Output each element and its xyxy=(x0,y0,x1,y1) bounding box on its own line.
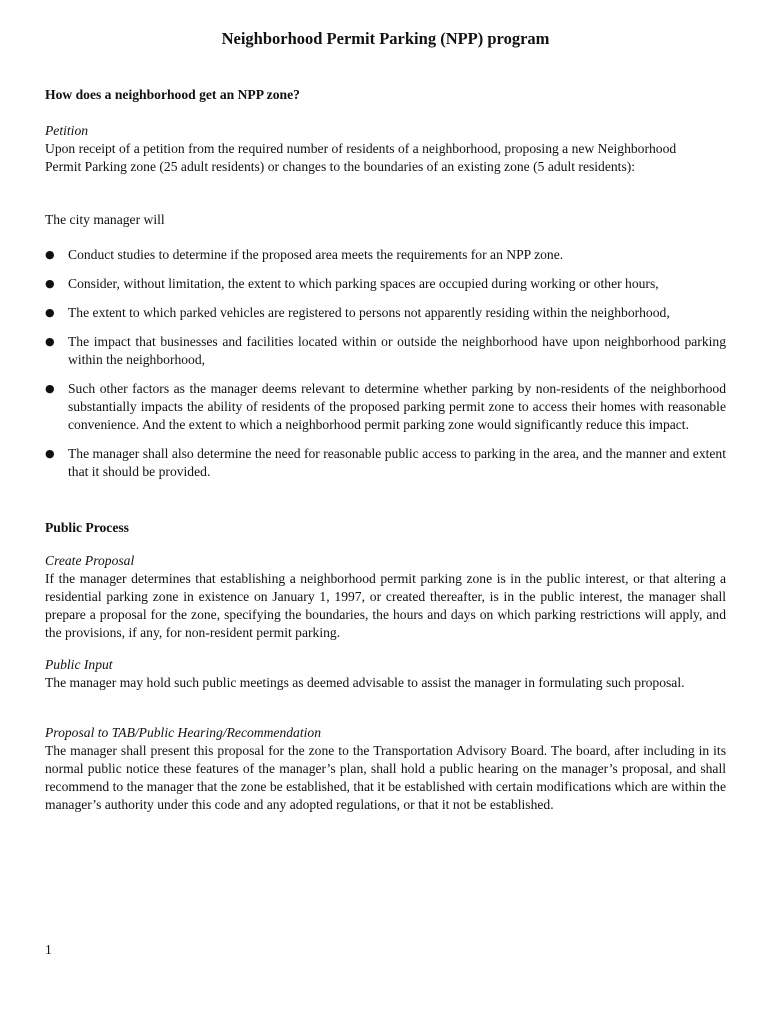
page-title: Neighborhood Permit Parking (NPP) program xyxy=(221,29,550,48)
create-proposal-paragraph: If the manager determines that establishing a neighborhood permit parking zone is in the public interest, or that altering a residential parking zone in existence on January 1, 1997, or created thereafter, is in the public interest, the manager shall prepare a proposal for the zone, specifying the boundaries, the hours and days on which parking restrictions will apply, and the provisions, if any, for non-resident permit parking. xyxy=(45,571,726,640)
bullet-icon: ● xyxy=(45,382,55,395)
bullet-text: The extent to which parked vehicles are registered to persons not apparently residing within the neighborhood, xyxy=(68,305,670,320)
list-item xyxy=(45,246,726,264)
public-process-heading: Public Process xyxy=(45,520,129,535)
petition-paragraph: Upon receipt of a petition from the required number of residents of a neighborhood, proposing a new Neighborhood Permit Parking zone (25 adult residents) or changes to the boundaries of an existing zone (5 adult residents): xyxy=(45,141,677,174)
list-item xyxy=(45,275,726,293)
petition-label: Petition xyxy=(45,123,89,138)
bullet-text: Such other factors as the manager deems relevant to determine whether parking by non-residents of the neighborhood substantially impacts the ability of residents of the proposed parking permit zone to access their homes with reasonable convenience. And the extent to which a neighborhood permit parking zone would significantly reduce this impact. xyxy=(68,381,726,432)
bullet-text: The impact that businesses and facilities located within or outside the neighborhood have upon neighborhood parking within the neighborhood, xyxy=(68,334,726,367)
list-item xyxy=(45,304,726,322)
bullet-text: The manager shall also determine the need for reasonable public access to parking in the area, and the manner and extent that it should be provided. xyxy=(68,446,726,479)
list-item xyxy=(45,445,726,481)
public-input-paragraph: The manager may hold such public meetings as deemed advisable to assist the manager in formulating such proposal. xyxy=(45,675,685,690)
question-heading: How does a neighborhood get an NPP zone? xyxy=(45,87,300,102)
bullet-icon: ● xyxy=(45,248,55,261)
bullet-icon: ● xyxy=(45,277,55,290)
bullet-icon: ● xyxy=(45,447,55,460)
create-proposal-label: Create Proposal xyxy=(45,553,135,568)
bullet-icon: ● xyxy=(45,335,55,348)
bullet-list xyxy=(45,246,726,492)
city-manager-intro: The city manager will xyxy=(45,212,165,227)
page-number: 1 xyxy=(45,942,52,957)
list-item xyxy=(45,380,726,434)
bullet-text: Conduct studies to determine if the proposed area meets the requirements for an NPP zone. xyxy=(68,247,564,262)
document-page xyxy=(45,0,726,1024)
proposal-to-tab-paragraph: The manager shall present this proposal for the zone to the Transportation Advisory Board. The board, after including in its normal public notice these features of the manager’s plan, shall hold a public hearing on the manager’s proposal, and shall recommend to the manager that the zone be established, that it be established with certain modifications which are within the manager’s authority under this code and any adopted regulations, or that it not be established. xyxy=(45,743,726,812)
bullet-text: Consider, without limitation, the extent to which parking spaces are occupied during working or other hours, xyxy=(68,276,659,291)
list-item xyxy=(45,333,726,369)
proposal-to-tab-label: Proposal to TAB/Public Hearing/Recommendation xyxy=(45,725,321,740)
bullet-icon: ● xyxy=(45,306,55,319)
public-input-label: Public Input xyxy=(45,657,113,672)
